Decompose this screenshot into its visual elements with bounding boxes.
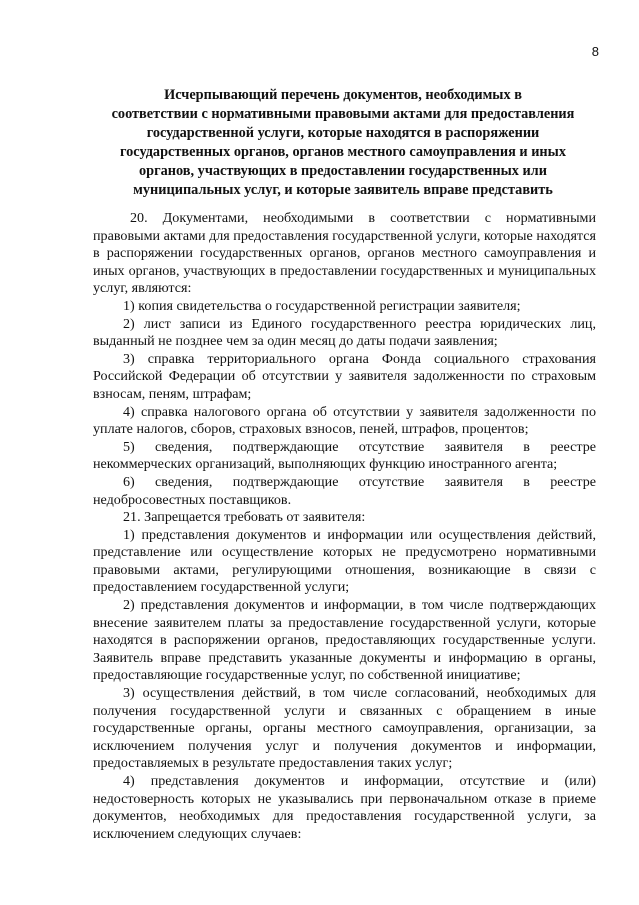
- paragraph-21: 21. Запрещается требовать от заявителя:: [123, 509, 366, 526]
- list-item-21-3: 3) осуществления действий, в том числе согласований, необходимых для получения государственной услуги и связанных с обращением в иные государственные органы, органы местного самоуправления, организации, за исключением получения услуг и получения документов и информации, предоставляемых в результате предоставления таких услуг;: [93, 685, 596, 772]
- list-item-20-3: 3) справка территориального органа Фонда социального страхования Российской Федерации об отсутствии у заявителя задолженности по страховым взносам, пеням, штрафам;: [93, 350, 596, 402]
- heading-line: государственных органов, органов местного самоуправления и иных: [120, 144, 566, 160]
- heading-line: Исчерпывающий перечень документов, необходимых в: [164, 87, 522, 103]
- heading-line: соответствии с нормативными правовыми актами для предоставления: [111, 106, 575, 122]
- list-item-21-4: 4) представления документов и информации, отсутствие и (или) недостоверность которых не указывались при первоначальном отказе в приеме документов, необходимых для предоставления государственной услуги, за исключением следующих случаев:: [93, 773, 596, 842]
- list-item-21-2: 2) представления документов и информации, в том числе подтверждающих внесение заявителем платы за предоставление государственной услуги, которые находятся в распоряжении органов, предоставляющих государственные услуги. Заявитель вправе представить указанные документы и информацию в органы, предоставляющие государственные услуг, по собственной инициативе;: [93, 597, 596, 684]
- paragraph-20: 20. Документами, необходимыми в соответствии с нормативными правовыми актами для предоставления государственной услуги, которые находятся в распоряжении государственных органов, органов местного самоуправления и иных органов, участвующих в предоставлении государственных и муниципальных услуг, являются:: [93, 210, 596, 297]
- list-item-20-4: 4) справка налогового органа об отсутствии у заявителя задолженности по уплате налогов, сборов, страховых взносов, пеней, штрафов, процентов;: [93, 403, 596, 438]
- heading-line: муниципальных услуг, и которые заявитель вправе представить: [133, 182, 553, 198]
- heading-line: государственной услуги, которые находятся в распоряжении: [146, 125, 540, 141]
- list-item-20-1: 1) копия свидетельства о государственной регистрации заявителя;: [123, 297, 521, 314]
- document-body: [93, 210, 596, 843]
- heading-line: органов, участвующих в предоставлении государственных или: [139, 163, 547, 179]
- page-number: 8: [591, 44, 599, 59]
- list-item-20-6: 6) сведения, подтверждающие отсутствие заявителя в реестре недобросовестных поставщиков.: [93, 473, 596, 508]
- list-item-20-2: 2) лист записи из Единого государственного реестра юридических лиц, выданный не позднее чем за один месяц до даты подачи заявления;: [93, 315, 596, 350]
- section-heading: [88, 86, 598, 200]
- list-item-21-1: 1) представления документов и информации или осуществления действий, представление или осуществление которых не предусмотрено нормативными правовыми актами, регулирующими отношения, возникающие в связи с предоставлением государственной услуги;: [93, 526, 596, 596]
- list-item-20-5: 5) сведения, подтверждающие отсутствие заявителя в реестре некоммерческих организаций, выполняющих функцию иностранного агента;: [93, 438, 596, 473]
